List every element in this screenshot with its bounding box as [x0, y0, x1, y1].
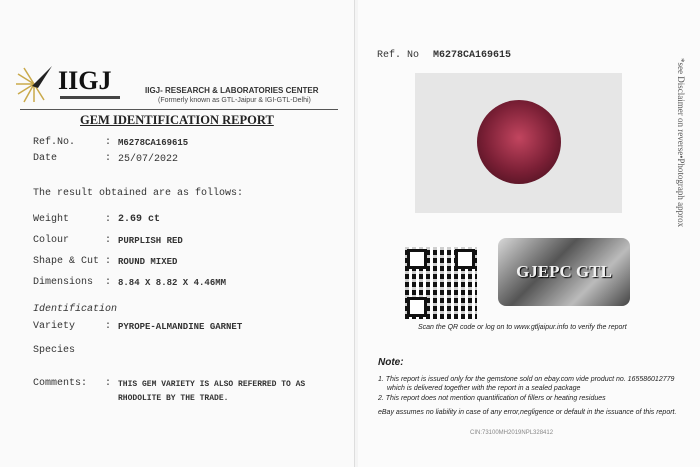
- ref-label: Ref. No: [377, 50, 420, 61]
- colon: :: [105, 153, 112, 164]
- colon: :: [105, 277, 112, 288]
- intro-text: The result obtained are as follows:: [33, 188, 244, 199]
- logo-underline: [60, 96, 120, 99]
- note-heading: Note:: [378, 357, 404, 368]
- ref-value: M6278CA169615: [118, 138, 189, 148]
- colon: :: [105, 321, 112, 332]
- species-label: Species: [33, 345, 76, 356]
- note-1: 1. This report is issued only for the gemstone sold on ebay.com vide product no. 165586012779: [378, 376, 675, 383]
- field-label: Weight: [33, 214, 70, 225]
- comments-line1: THIS GEM VARIETY IS ALSO REFERRED TO AS: [118, 380, 306, 389]
- cin-number: CIN:73100MH2019NPL328412: [470, 430, 554, 436]
- logo-text: IIGJ: [58, 66, 112, 95]
- comments-line2: RHODOLITE BY THE TRADE.: [118, 394, 229, 403]
- ref-value: M6278CA169615: [433, 50, 512, 61]
- field-value: 8.84 X 8.82 X 4.46MM: [118, 278, 227, 288]
- ref-label: Ref.No.: [33, 137, 76, 148]
- header-divider: [20, 109, 338, 110]
- variety-label: Variety: [33, 321, 76, 332]
- gem-photo: [477, 100, 561, 184]
- starburst-logo-icon: [14, 64, 54, 104]
- scan-instructions: Scan the QR code or log on to www.gtljaipur.info to verify the report: [418, 324, 627, 331]
- identification-heading: Identification: [33, 304, 118, 315]
- org-subtitle: (Formerly known as GTL-Jaipur & IGI-GTL-Delhi): [158, 97, 311, 104]
- field-value: 2.69 ct: [118, 214, 161, 225]
- date-label: Date: [33, 153, 58, 164]
- qr-code[interactable]: [405, 247, 477, 319]
- field-value: ROUND MIXED: [118, 257, 178, 267]
- field-label: Colour: [33, 235, 70, 246]
- note-2: 2. This report does not mention quantification of fillers or heating residues: [378, 395, 606, 402]
- field-value: PURPLISH RED: [118, 236, 183, 246]
- colon: :: [105, 256, 112, 267]
- colon: :: [105, 378, 112, 389]
- hologram-seal: GJEPC GTL: [498, 238, 630, 306]
- field-label: Shape & Cut: [33, 256, 100, 267]
- org-name: IIGJ- RESEARCH & LABORATORIES CENTER: [145, 86, 319, 95]
- disclaimer-side-text: *see Disclaimer on reverse•Photograph approx: [676, 58, 686, 228]
- colon: :: [105, 235, 112, 246]
- report-right-page: [358, 0, 700, 467]
- note-3: eBay assumes no liability in case of any error,negligence or default in the issuance of this report.: [378, 409, 677, 416]
- comments-label: Comments:: [33, 378, 88, 389]
- date-value: 25/07/2022: [118, 154, 179, 165]
- colon: :: [105, 214, 112, 225]
- field-label: Dimensions: [33, 277, 94, 288]
- variety-value: PYROPE-ALMANDINE GARNET: [118, 322, 243, 332]
- note-1-cont: which is delivered together with the report in a sealed package: [387, 385, 581, 392]
- colon: :: [105, 137, 112, 148]
- report-title: GEM IDENTIFICATION REPORT: [80, 113, 274, 127]
- gem-photo-frame: [415, 73, 622, 213]
